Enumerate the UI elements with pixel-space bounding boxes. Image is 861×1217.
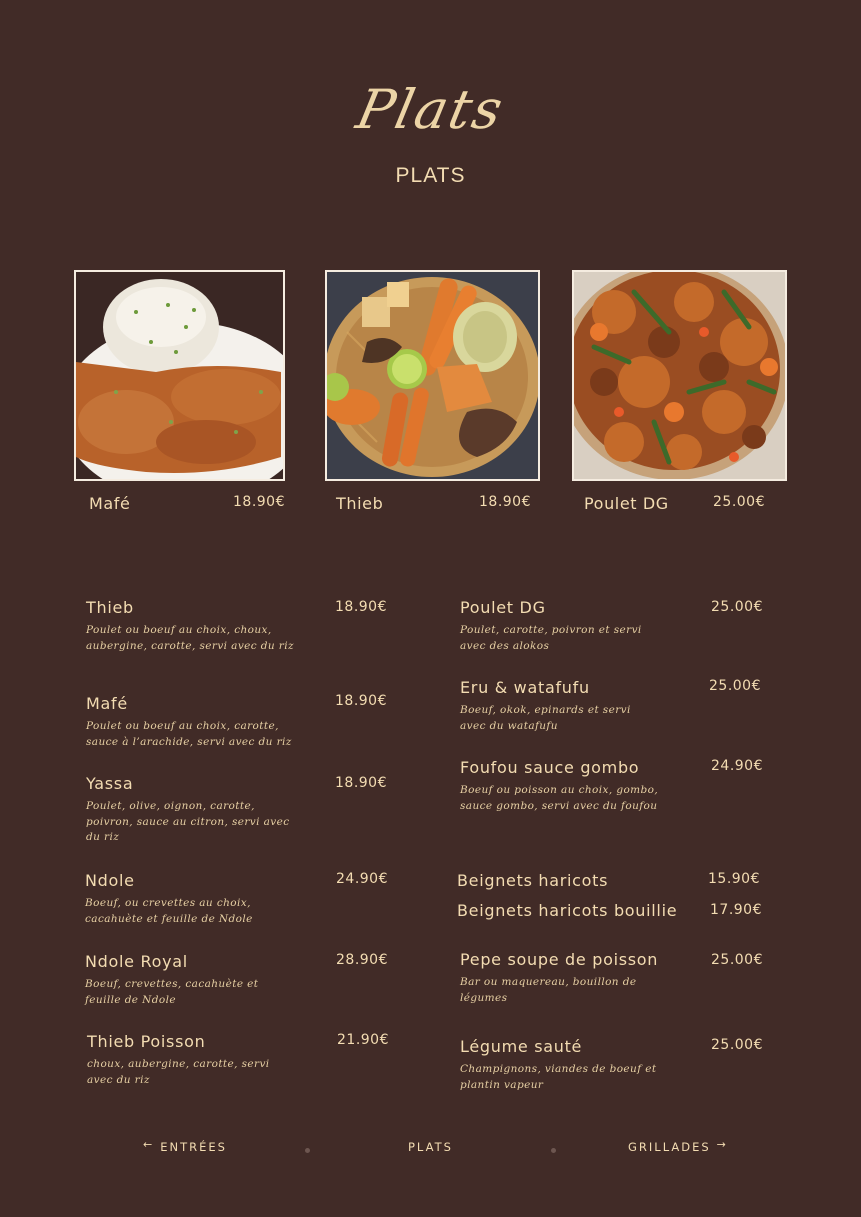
menu-item-name: Légume sauté [460, 1037, 583, 1056]
menu-item [86, 598, 296, 654]
menu-item [87, 1032, 287, 1088]
menu-item-price: 24.90€ [336, 871, 388, 887]
separator-dot [551, 1148, 556, 1153]
mafe-photo [74, 270, 285, 481]
menu-item-price: 18.90€ [335, 693, 387, 709]
menu-item [86, 774, 291, 846]
menu-item-price: 25.00€ [711, 599, 763, 615]
menu-item [85, 952, 280, 1008]
poulet-dg-photo [572, 270, 787, 481]
menu-item-name: Thieb Poisson [87, 1032, 206, 1051]
featured-price: 18.90€ [479, 494, 531, 510]
nav-next-label: GRILLADES [628, 1140, 711, 1154]
thieb-photo [325, 270, 540, 481]
nav-next-link[interactable] [628, 1140, 728, 1154]
menu-item [460, 950, 660, 1006]
menu-item-name: Poulet DG [460, 598, 546, 617]
featured-name: Mafé [89, 494, 131, 513]
menu-item [460, 1037, 665, 1093]
menu-item-description: Poulet ou boeuf au choix, carotte, sauce à l’arachide, servi avec du riz [86, 720, 292, 748]
menu-item-price: 25.00€ [709, 678, 761, 694]
menu-item-description: Boeuf, okok, epinards et servi avec du watafufu [460, 704, 631, 732]
arrow-right-icon: → [716, 1138, 728, 1151]
menu-item-price: 25.00€ [711, 952, 763, 968]
menu-item-price: 21.90€ [337, 1032, 389, 1048]
menu-item-description: Poulet, carotte, poivron et servi avec des alokos [460, 624, 642, 652]
menu-item-description: Boeuf, ou crevettes au choix, cacahuète et feuille de Ndole [85, 897, 253, 925]
arrow-left-icon: ← [143, 1138, 155, 1151]
menu-item-description: Poulet ou boeuf au choix, choux, aubergine, carotte, servi avec du riz [86, 624, 294, 652]
menu-item-description: Boeuf, crevettes, cacahuète et feuille de Ndole [85, 978, 259, 1006]
menu-item-name: Ndole [85, 871, 135, 890]
menu-item-price: 15.90€ [708, 871, 760, 887]
menu-item-price: 18.90€ [335, 775, 387, 791]
menu-item-description: choux, aubergine, carotte, servi avec du riz [87, 1058, 270, 1086]
menu-item [460, 678, 650, 734]
menu-item [457, 901, 697, 920]
menu-item-name: Beignets haricots bouillie [457, 901, 678, 920]
menu-item [86, 694, 296, 750]
menu-item-description: Champignons, viandes de boeuf et plantin vapeur [460, 1063, 657, 1091]
featured-price: 18.90€ [233, 494, 285, 510]
menu-item-description: Boeuf ou poisson au choix, gombo, sauce gombo, servi avec du foufou [460, 784, 659, 812]
menu-item-price: 17.90€ [710, 902, 762, 918]
menu-item-price: 24.90€ [711, 758, 763, 774]
nav-current-link[interactable]: PLATS [408, 1140, 453, 1154]
menu-item [457, 871, 697, 890]
menu-item [460, 598, 660, 654]
nav-prev-label: ENTRÉES [160, 1140, 227, 1154]
menu-item-price: 18.90€ [335, 599, 387, 615]
menu-item-description: Poulet, olive, oignon, carotte, poivron, sauce au citron, servi avec du riz [86, 800, 290, 843]
featured-name: Poulet DG [584, 494, 669, 513]
menu-item-name: Mafé [86, 694, 128, 713]
separator-dot [305, 1148, 310, 1153]
menu-item-name: Pepe soupe de poisson [460, 950, 659, 969]
menu-item-name: Ndole Royal [85, 952, 188, 971]
nav-prev-link[interactable] [143, 1140, 227, 1154]
menu-item-name: Thieb [86, 598, 134, 617]
featured-price: 25.00€ [713, 494, 765, 510]
menu-item-name: Eru & watafufu [460, 678, 590, 697]
page-title: PLATS [395, 164, 466, 187]
menu-item-name: Foufou sauce gombo [460, 758, 640, 777]
menu-item [85, 871, 285, 927]
menu-item-description: Bar ou maquereau, bouillon de légumes [460, 976, 637, 1004]
featured-name: Thieb [336, 494, 384, 513]
menu-item-price: 28.90€ [336, 952, 388, 968]
menu-item-name: Yassa [86, 774, 134, 793]
menu-item [460, 758, 660, 814]
script-title: Plats [351, 78, 510, 141]
menu-item-name: Beignets haricots [457, 871, 609, 890]
menu-item-price: 25.00€ [711, 1037, 763, 1053]
